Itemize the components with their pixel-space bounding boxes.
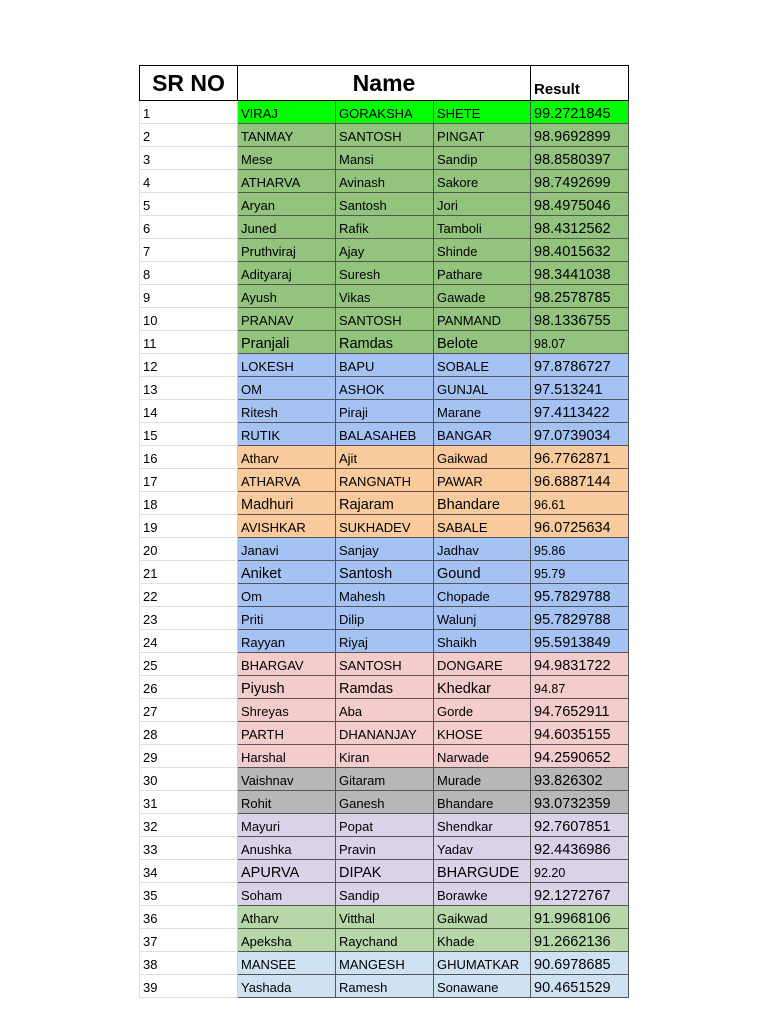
middle-name-cell: BALASAHEB <box>336 423 434 446</box>
middle-name-cell: Ramdas <box>336 331 434 354</box>
first-name-cell: Shreyas <box>238 699 336 722</box>
sr-no-cell: 29 <box>140 745 238 768</box>
sr-no-cell: 18 <box>140 492 238 515</box>
header-sr-no: SR NO <box>140 66 238 101</box>
sr-no-cell: 9 <box>140 285 238 308</box>
table-row <box>140 193 629 216</box>
last-name-cell: Jadhav <box>434 538 531 561</box>
result-cell: 96.0725634 <box>531 515 629 538</box>
result-cell: 96.6887144 <box>531 469 629 492</box>
result-cell: 92.1272767 <box>531 883 629 906</box>
middle-name-cell: Ganesh <box>336 791 434 814</box>
table-header <box>140 66 629 101</box>
last-name-cell: Gaikwad <box>434 906 531 929</box>
table-row <box>140 446 629 469</box>
result-cell: 94.9831722 <box>531 653 629 676</box>
last-name-cell: GUNJAL <box>434 377 531 400</box>
sr-no-cell: 27 <box>140 699 238 722</box>
last-name-cell: SOBALE <box>434 354 531 377</box>
table-row <box>140 469 629 492</box>
table-row <box>140 653 629 676</box>
middle-name-cell: SANTOSH <box>336 308 434 331</box>
middle-name-cell: Pravin <box>336 837 434 860</box>
result-cell: 98.2578785 <box>531 285 629 308</box>
sr-no-cell: 6 <box>140 216 238 239</box>
sr-no-cell: 10 <box>140 308 238 331</box>
result-cell: 99.2721845 <box>531 101 629 124</box>
results-table <box>139 65 629 998</box>
sr-no-cell: 8 <box>140 262 238 285</box>
result-cell: 98.4312562 <box>531 216 629 239</box>
middle-name-cell: Gitaram <box>336 768 434 791</box>
sr-no-cell: 35 <box>140 883 238 906</box>
result-cell: 95.79 <box>531 561 629 584</box>
middle-name-cell: Sandip <box>336 883 434 906</box>
last-name-cell: Shaikh <box>434 630 531 653</box>
table-row <box>140 883 629 906</box>
middle-name-cell: Suresh <box>336 262 434 285</box>
middle-name-cell: Riyaj <box>336 630 434 653</box>
last-name-cell: KHOSE <box>434 722 531 745</box>
result-cell: 98.7492699 <box>531 170 629 193</box>
middle-name-cell: Aba <box>336 699 434 722</box>
result-cell: 95.86 <box>531 538 629 561</box>
result-cell: 96.7762871 <box>531 446 629 469</box>
sr-no-cell: 36 <box>140 906 238 929</box>
middle-name-cell: Mahesh <box>336 584 434 607</box>
table-row <box>140 860 629 883</box>
table-row <box>140 262 629 285</box>
last-name-cell: Yadav <box>434 837 531 860</box>
result-cell: 98.3441038 <box>531 262 629 285</box>
table-row <box>140 699 629 722</box>
result-cell: 92.4436986 <box>531 837 629 860</box>
sr-no-cell: 31 <box>140 791 238 814</box>
first-name-cell: Atharv <box>238 446 336 469</box>
table-row <box>140 423 629 446</box>
first-name-cell: Yashada <box>238 975 336 998</box>
middle-name-cell: Mansi <box>336 147 434 170</box>
middle-name-cell: SANTOSH <box>336 124 434 147</box>
table-row <box>140 791 629 814</box>
middle-name-cell: Vitthal <box>336 906 434 929</box>
sr-no-cell: 12 <box>140 354 238 377</box>
sr-no-cell: 15 <box>140 423 238 446</box>
last-name-cell: Tamboli <box>434 216 531 239</box>
sr-no-cell: 22 <box>140 584 238 607</box>
table-row <box>140 124 629 147</box>
result-cell: 98.9692899 <box>531 124 629 147</box>
last-name-cell: Sandip <box>434 147 531 170</box>
first-name-cell: Pruthviraj <box>238 239 336 262</box>
middle-name-cell: Rajaram <box>336 492 434 515</box>
sr-no-cell: 5 <box>140 193 238 216</box>
result-cell: 95.7829788 <box>531 584 629 607</box>
result-cell: 96.61 <box>531 492 629 515</box>
sr-no-cell: 26 <box>140 676 238 699</box>
first-name-cell: Aniket <box>238 561 336 584</box>
sr-no-cell: 34 <box>140 860 238 883</box>
table-row <box>140 561 629 584</box>
table-row <box>140 147 629 170</box>
middle-name-cell: DIPAK <box>336 860 434 883</box>
middle-name-cell: Ajit <box>336 446 434 469</box>
sr-no-cell: 32 <box>140 814 238 837</box>
table-row <box>140 607 629 630</box>
last-name-cell: Sonawane <box>434 975 531 998</box>
table-row <box>140 768 629 791</box>
table-row <box>140 975 629 998</box>
sr-no-cell: 16 <box>140 446 238 469</box>
last-name-cell: PANMAND <box>434 308 531 331</box>
table-row <box>140 515 629 538</box>
result-cell: 90.6978685 <box>531 952 629 975</box>
result-cell: 97.513241 <box>531 377 629 400</box>
table-row <box>140 101 629 124</box>
table-row <box>140 837 629 860</box>
middle-name-cell: Santosh <box>336 561 434 584</box>
result-cell: 91.9968106 <box>531 906 629 929</box>
middle-name-cell: Rafik <box>336 216 434 239</box>
last-name-cell: SHETE <box>434 101 531 124</box>
table-row <box>140 170 629 193</box>
middle-name-cell: Vikas <box>336 285 434 308</box>
table-body <box>140 101 629 998</box>
header-name: Name <box>238 66 531 101</box>
sr-no-cell: 21 <box>140 561 238 584</box>
last-name-cell: Gound <box>434 561 531 584</box>
result-cell: 98.4015632 <box>531 239 629 262</box>
first-name-cell: Om <box>238 584 336 607</box>
sr-no-cell: 33 <box>140 837 238 860</box>
middle-name-cell: Raychand <box>336 929 434 952</box>
first-name-cell: Mese <box>238 147 336 170</box>
result-cell: 91.2662136 <box>531 929 629 952</box>
sr-no-cell: 28 <box>140 722 238 745</box>
table-row <box>140 952 629 975</box>
middle-name-cell: Dilip <box>336 607 434 630</box>
middle-name-cell: Santosh <box>336 193 434 216</box>
result-cell: 94.87 <box>531 676 629 699</box>
result-cell: 98.07 <box>531 331 629 354</box>
first-name-cell: Soham <box>238 883 336 906</box>
first-name-cell: Rohit <box>238 791 336 814</box>
first-name-cell: BHARGAV <box>238 653 336 676</box>
table-row <box>140 630 629 653</box>
last-name-cell: Sakore <box>434 170 531 193</box>
sr-no-cell: 37 <box>140 929 238 952</box>
middle-name-cell: Piraji <box>336 400 434 423</box>
last-name-cell: PAWAR <box>434 469 531 492</box>
middle-name-cell: DHANANJAY <box>336 722 434 745</box>
table-row <box>140 814 629 837</box>
last-name-cell: Marane <box>434 400 531 423</box>
table-row <box>140 216 629 239</box>
last-name-cell: Gawade <box>434 285 531 308</box>
table-row <box>140 308 629 331</box>
middle-name-cell: RANGNATH <box>336 469 434 492</box>
first-name-cell: Harshal <box>238 745 336 768</box>
last-name-cell: Narwade <box>434 745 531 768</box>
first-name-cell: Piyush <box>238 676 336 699</box>
last-name-cell: Pathare <box>434 262 531 285</box>
result-cell: 93.826302 <box>531 768 629 791</box>
result-cell: 97.0739034 <box>531 423 629 446</box>
last-name-cell: Murade <box>434 768 531 791</box>
table-row <box>140 584 629 607</box>
first-name-cell: PARTH <box>238 722 336 745</box>
first-name-cell: TANMAY <box>238 124 336 147</box>
last-name-cell: Shendkar <box>434 814 531 837</box>
middle-name-cell: MANGESH <box>336 952 434 975</box>
last-name-cell: Gaikwad <box>434 446 531 469</box>
table-row <box>140 676 629 699</box>
last-name-cell: Chopade <box>434 584 531 607</box>
result-cell: 90.4651529 <box>531 975 629 998</box>
last-name-cell: Shinde <box>434 239 531 262</box>
sr-no-cell: 3 <box>140 147 238 170</box>
middle-name-cell: GORAKSHA <box>336 101 434 124</box>
table-row <box>140 722 629 745</box>
first-name-cell: Priti <box>238 607 336 630</box>
first-name-cell: LOKESH <box>238 354 336 377</box>
table-row <box>140 377 629 400</box>
first-name-cell: Vaishnav <box>238 768 336 791</box>
last-name-cell: GHUMATKAR <box>434 952 531 975</box>
first-name-cell: Janavi <box>238 538 336 561</box>
sr-no-cell: 2 <box>140 124 238 147</box>
table-row <box>140 745 629 768</box>
header-result: Result <box>531 66 629 101</box>
first-name-cell: APURVA <box>238 860 336 883</box>
result-cell: 93.0732359 <box>531 791 629 814</box>
table-row <box>140 239 629 262</box>
first-name-cell: MANSEE <box>238 952 336 975</box>
first-name-cell: Ritesh <box>238 400 336 423</box>
sr-no-cell: 11 <box>140 331 238 354</box>
first-name-cell: Apeksha <box>238 929 336 952</box>
middle-name-cell: Avinash <box>336 170 434 193</box>
sr-no-cell: 30 <box>140 768 238 791</box>
first-name-cell: ATHARVA <box>238 469 336 492</box>
last-name-cell: Gorde <box>434 699 531 722</box>
result-cell: 97.8786727 <box>531 354 629 377</box>
sr-no-cell: 7 <box>140 239 238 262</box>
result-cell: 92.7607851 <box>531 814 629 837</box>
table-row <box>140 400 629 423</box>
last-name-cell: Bhandare <box>434 791 531 814</box>
first-name-cell: Aryan <box>238 193 336 216</box>
table-row <box>140 492 629 515</box>
first-name-cell: Atharv <box>238 906 336 929</box>
first-name-cell: Pranjali <box>238 331 336 354</box>
sr-no-cell: 38 <box>140 952 238 975</box>
last-name-cell: Bhandare <box>434 492 531 515</box>
last-name-cell: Belote <box>434 331 531 354</box>
sr-no-cell: 14 <box>140 400 238 423</box>
first-name-cell: Adityaraj <box>238 262 336 285</box>
sr-no-cell: 23 <box>140 607 238 630</box>
result-cell: 97.4113422 <box>531 400 629 423</box>
sr-no-cell: 25 <box>140 653 238 676</box>
last-name-cell: Khedkar <box>434 676 531 699</box>
table-row <box>140 906 629 929</box>
last-name-cell: BHARGUDE <box>434 860 531 883</box>
last-name-cell: Walunj <box>434 607 531 630</box>
middle-name-cell: ASHOK <box>336 377 434 400</box>
middle-name-cell: Ramesh <box>336 975 434 998</box>
last-name-cell: BANGAR <box>434 423 531 446</box>
result-cell: 94.6035155 <box>531 722 629 745</box>
last-name-cell: DONGARE <box>434 653 531 676</box>
first-name-cell: OM <box>238 377 336 400</box>
result-cell: 95.7829788 <box>531 607 629 630</box>
sr-no-cell: 19 <box>140 515 238 538</box>
sr-no-cell: 17 <box>140 469 238 492</box>
first-name-cell: Rayyan <box>238 630 336 653</box>
result-cell: 95.5913849 <box>531 630 629 653</box>
first-name-cell: Juned <box>238 216 336 239</box>
result-cell: 98.1336755 <box>531 308 629 331</box>
result-cell: 94.2590652 <box>531 745 629 768</box>
table-row <box>140 354 629 377</box>
middle-name-cell: Sanjay <box>336 538 434 561</box>
middle-name-cell: Kiran <box>336 745 434 768</box>
middle-name-cell: Ramdas <box>336 676 434 699</box>
first-name-cell: VIRAJ <box>238 101 336 124</box>
table-row <box>140 929 629 952</box>
last-name-cell: Borawke <box>434 883 531 906</box>
result-cell: 98.8580397 <box>531 147 629 170</box>
first-name-cell: Madhuri <box>238 492 336 515</box>
last-name-cell: PINGAT <box>434 124 531 147</box>
last-name-cell: Jori <box>434 193 531 216</box>
middle-name-cell: Ajay <box>336 239 434 262</box>
sr-no-cell: 39 <box>140 975 238 998</box>
sr-no-cell: 1 <box>140 101 238 124</box>
result-cell: 92.20 <box>531 860 629 883</box>
table-row <box>140 538 629 561</box>
sr-no-cell: 20 <box>140 538 238 561</box>
sr-no-cell: 4 <box>140 170 238 193</box>
table-row <box>140 331 629 354</box>
middle-name-cell: Popat <box>336 814 434 837</box>
middle-name-cell: BAPU <box>336 354 434 377</box>
first-name-cell: ATHARVA <box>238 170 336 193</box>
middle-name-cell: SUKHADEV <box>336 515 434 538</box>
middle-name-cell: SANTOSH <box>336 653 434 676</box>
first-name-cell: Anushka <box>238 837 336 860</box>
last-name-cell: SABALE <box>434 515 531 538</box>
last-name-cell: Khade <box>434 929 531 952</box>
first-name-cell: Mayuri <box>238 814 336 837</box>
result-cell: 94.7652911 <box>531 699 629 722</box>
first-name-cell: AVISHKAR <box>238 515 336 538</box>
sr-no-cell: 24 <box>140 630 238 653</box>
table-row <box>140 285 629 308</box>
first-name-cell: PRANAV <box>238 308 336 331</box>
first-name-cell: Ayush <box>238 285 336 308</box>
result-cell: 98.4975046 <box>531 193 629 216</box>
first-name-cell: RUTIK <box>238 423 336 446</box>
sr-no-cell: 13 <box>140 377 238 400</box>
